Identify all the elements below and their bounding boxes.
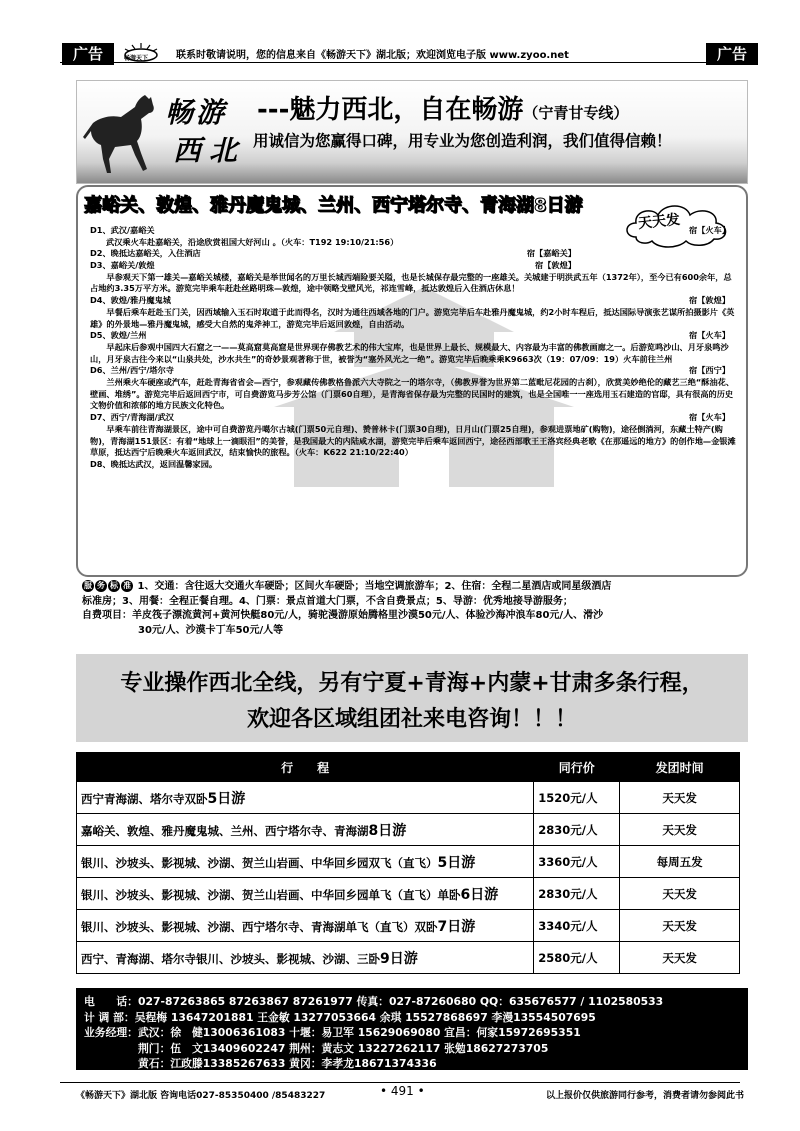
route-days: 8日游 xyxy=(368,822,407,839)
table-row xyxy=(77,814,740,846)
brand-line2: 西北 xyxy=(173,134,246,167)
standard-text: 1、交通：含往返大交通火车硬卧；区间火车硬卧；当地空调旅游车；2、住宿：全程二星酒店或同星级酒店 xyxy=(137,581,612,592)
day-title: D1、武汉/嘉峪关 xyxy=(90,225,155,235)
schedule-cell: 天天发 xyxy=(620,942,740,974)
itinerary-row xyxy=(90,237,736,249)
day-description: 早参观天下第一雄关—嘉峪关城楼，嘉峪关是举世闻名的万里长城西端险要关隘，也是长城保存最完整的一座雄关。关城建于明洪武五年（1372年），至今已有600余年，总占地约3.35万平方米。游览完毕乘车赶赴丝路明珠—敦煌，途中领略戈壁风光，祁连雪峰，抵达敦煌后入住酒店休息！ xyxy=(90,271,732,294)
badge-char: 服 xyxy=(84,581,92,590)
route-badge: 天天发 xyxy=(637,211,681,233)
schedule-cell: 天天发 xyxy=(620,878,740,910)
day-lodging: 宿【火车】 xyxy=(689,412,730,423)
table-row xyxy=(77,878,740,910)
contact-managers: 业务经理：武汉：徐 健13006361083 十堰：易卫军 15629069080 宜昌：何家15972695351 xyxy=(84,1026,581,1039)
contact-block xyxy=(76,988,748,1070)
footer-right: 以上报价仅供旅游同行参考，消费者请勿参阅此书 xyxy=(545,1091,744,1101)
logo-text: 畅游天下 xyxy=(124,55,149,62)
route-cell xyxy=(77,942,534,974)
day-lodging: 宿【敦煌】 xyxy=(689,295,730,306)
itinerary-row xyxy=(90,225,736,237)
schedule-cell: 天天发 xyxy=(620,910,740,942)
itinerary-row xyxy=(90,295,736,307)
badge-char: 准 xyxy=(123,581,131,590)
header-divider xyxy=(60,62,740,63)
slogan-sub: （宁青甘专线） xyxy=(523,104,629,122)
itinerary-row xyxy=(90,248,736,260)
day-lodging: 宿【敦煌】 xyxy=(535,260,576,271)
page-number: • 491 • xyxy=(380,1084,425,1098)
contact-managers-2: 荆门：伍 文13409602247 荆州：黄志文 13227262117 张勉18627273705 xyxy=(84,1041,549,1055)
standard-line1 xyxy=(82,580,750,595)
banner-subslogan: 用诚信为您赢得口碑，用专业为您创造利润，我们值得信赖！ xyxy=(253,132,672,150)
day-description: 早起床后参观中国四大石窟之一——莫高窟莫高窟是世界现存佛教艺术的伟大宝库，也是世界上最长、规模最大、内容最为丰富的佛教画廊之一。后游览鸣沙山、月牙泉鸣沙山，月牙泉古往今来以“山泉共处，沙水共生”的奇妙景观著称于世，被誉为“塞外风光之一绝”。游览完毕后晚乘乘K9663次（19：07/09：19）火车前往兰州 xyxy=(90,341,729,364)
footer-left: 《畅游天下》湖北版 咨询电话027-85350400 /85483227 xyxy=(76,1091,326,1101)
promo-line2: 欢迎各区域组团社来电咨询！！！ xyxy=(246,707,577,732)
optional-line1: 自费项目：羊皮筏子漂流黄河+黄河快艇80元/人，骑驼漫游原始腾格里沙漠50元/人、体验沙海冲浪车80元/人、滑沙 xyxy=(82,610,604,621)
route-name: 西宁、青海湖、塔尔寺银川、沙坡头、影视城、沙湖、三卧 xyxy=(81,951,380,966)
route-cell xyxy=(77,910,534,942)
price-cell: 1520元/人 xyxy=(534,782,620,814)
price-cell: 3360元/人 xyxy=(534,846,620,878)
route-name: 西宁青海湖、塔尔寺双卧 xyxy=(81,791,208,806)
day-detail: 武汉乘火车赴嘉峪关，沿途欣赏祖国大好河山 。（火车：T192 19:10/21:56） xyxy=(106,236,399,247)
schedule-cell: 天天发 xyxy=(620,814,740,846)
itinerary xyxy=(90,225,736,471)
price-table xyxy=(76,752,740,974)
day-lodging: 宿【火车】 xyxy=(689,225,730,235)
header-schedule: 发团时间 xyxy=(620,753,740,782)
price-cell: 2830元/人 xyxy=(534,878,620,910)
day-description: 早餐后乘车赶赴玉门关，因西域输入玉石时取道于此而得名，汉时为通往西域各地的门户。游览完毕后车赴雅丹魔鬼城，约2小时车程后，抵达国际导演张艺谋所拍摄影片《英雄》的外景地—雅丹魔鬼城，感受大自然的鬼斧神工，游览完毕后返回敦煌，自由活动。 xyxy=(90,306,735,329)
promo-line1: 专业操作西北全线，另有宁夏+青海+内蒙+甘肃多条行程， xyxy=(120,671,704,696)
banner-slogan xyxy=(257,89,628,126)
horse-icon xyxy=(81,89,163,175)
table-row xyxy=(77,910,740,942)
standard-line2: 标准房；3、用餐：全程正餐自理。4、门票：景点首道大门票，不含自费景点；5、导游：优秀地接导游服务； xyxy=(82,595,573,607)
itinerary-row xyxy=(90,459,736,471)
day-lodging: 宿【嘉峪关】 xyxy=(526,248,576,259)
route-box xyxy=(76,185,748,577)
banner xyxy=(76,80,748,184)
route-name: 银川、沙坡头、影视城、沙湖、西宁塔尔寺、青海湖单飞（直飞）双卧 xyxy=(81,919,438,934)
promo-banner xyxy=(76,654,748,742)
route-days: 5日游 xyxy=(207,790,246,807)
schedule-cell: 天天发 xyxy=(620,782,740,814)
day-title: D4、敦煌/雅丹魔鬼城 xyxy=(90,295,171,306)
footer-divider xyxy=(60,1082,740,1083)
contact-planning: 计 调 部：吴程梅 13647201881 王金敏 13277053664 余琪 15527868697 李漫13554507695 xyxy=(84,1010,596,1024)
day-title: D5、敦煌/兰州 xyxy=(90,330,147,341)
day-lodging: 宿【西宁】 xyxy=(689,365,730,376)
badge-char: 标 xyxy=(110,581,118,590)
table-row xyxy=(77,782,740,814)
route-title: 嘉峪关、敦煌、雅丹魔鬼城、兰州、西宁塔尔寺、青海湖8日游 xyxy=(84,195,583,216)
ad-label-right: 广告 xyxy=(706,43,758,65)
day-title: D6、兰州/西宁/塔尔寺 xyxy=(90,365,174,376)
day-description: 早乘车前往青海湖景区，途中可自费游览丹噶尔古城(门票50元自理)、赞普林卡(门票30自理)，日月山(门票25自理)，参观进票地矿(购物)，途径倒淌河，东藏土特产(购物)，青海湖151景区：有着“地球上一滴眼泪”的美誉，是我国最大的内陆咸水湖，游览完毕后乘车返回西宁，途径西部歌王王洛宾经典老歌《在那遥远的地方》的创作地—金银滩草原，抵达西宁后晚乘火车返回武汉，结束愉快的旅程。（火车：K622 21:10/22:40） xyxy=(90,423,736,458)
day-title: D2、晚抵达嘉峪关，入住酒店 xyxy=(90,248,201,259)
table-row xyxy=(77,846,740,878)
route-cell xyxy=(77,846,534,878)
itinerary-row xyxy=(90,365,736,377)
header-route: 行 程 xyxy=(77,753,534,782)
route-name: 银川、沙坡头、影视城、沙湖、贺兰山岩画、中华回乡园双飞（直飞） xyxy=(81,855,438,870)
route-cell xyxy=(77,814,534,846)
route-days: 5日游 xyxy=(437,854,476,871)
table-row xyxy=(77,942,740,974)
price-cell: 2830元/人 xyxy=(534,814,620,846)
route-days: 7日游 xyxy=(437,918,476,935)
header-price: 同行价 xyxy=(534,753,620,782)
table-header xyxy=(77,753,740,782)
contact-managers-3: 黄石：江政滕13385267633 黄冈：李孝龙18671374336 xyxy=(84,1057,437,1070)
day-description: 兰州乘火车硬座或汽车，赶赴青海省省会—西宁，参观藏传佛教格鲁派六大寺院之一的塔尔寺，（佛教界誉为世界第二蓝毗尼花园的古刹），欣赏美妙绝伦的藏艺三绝“酥油花、壁画、堆绣”。游览完毕后返回西宁市，可自费游览马步芳公馆（门票60自理），是青海省保存最为完整的民国时的建筑，也是全国唯一一座选用玉石建造的官邸，具有很高的历史文物价值和浓郁的地方民族文化特色。 xyxy=(90,377,735,411)
itinerary-row xyxy=(90,412,736,424)
day-title: D8、晚抵达武汉，返回温馨家园。 xyxy=(90,458,218,469)
day-title: D3、嘉峪关/敦煌 xyxy=(90,260,155,271)
optional-line2: 30元/人、沙漠卡丁车50元/人等 xyxy=(138,624,284,636)
slogan-main: ---魅力西北，自在畅游 xyxy=(257,95,524,125)
price-cell: 3340元/人 xyxy=(534,910,620,942)
brand-line1: 畅游 xyxy=(165,96,228,129)
itinerary-row xyxy=(90,260,736,272)
price-cell: 2580元/人 xyxy=(534,942,620,974)
route-name: 银川、沙坡头、影视城、沙湖、贺兰山岩画、中华回乡园单飞（直飞）单卧 xyxy=(81,887,461,902)
route-cell xyxy=(77,878,534,910)
ad-label-left: 广告 xyxy=(62,43,114,65)
day-lodging: 宿【火车】 xyxy=(689,330,730,341)
route-days: 6日游 xyxy=(460,886,499,903)
contact-phone: 电 话：027-87263865 87263867 87261977 传真：027-87260680 QQ：635676577 / 1102580533 xyxy=(84,995,664,1008)
header-notice: 联系时敬请说明，您的信息来自《畅游天下》湖北版；欢迎浏览电子版 www.zyoo.net xyxy=(176,50,569,61)
itinerary-row xyxy=(90,330,736,342)
day-title: D7、西宁/青海湖/武汉 xyxy=(90,412,174,423)
route-cell xyxy=(77,782,534,814)
route-name: 嘉峪关、敦煌、雅丹魔鬼城、兰州、西宁塔尔寺、青海湖 xyxy=(81,823,369,838)
badge-char: 务 xyxy=(97,581,105,590)
service-notes xyxy=(82,580,750,638)
route-days: 9日游 xyxy=(380,950,418,967)
schedule-cell: 每周五发 xyxy=(620,846,740,878)
